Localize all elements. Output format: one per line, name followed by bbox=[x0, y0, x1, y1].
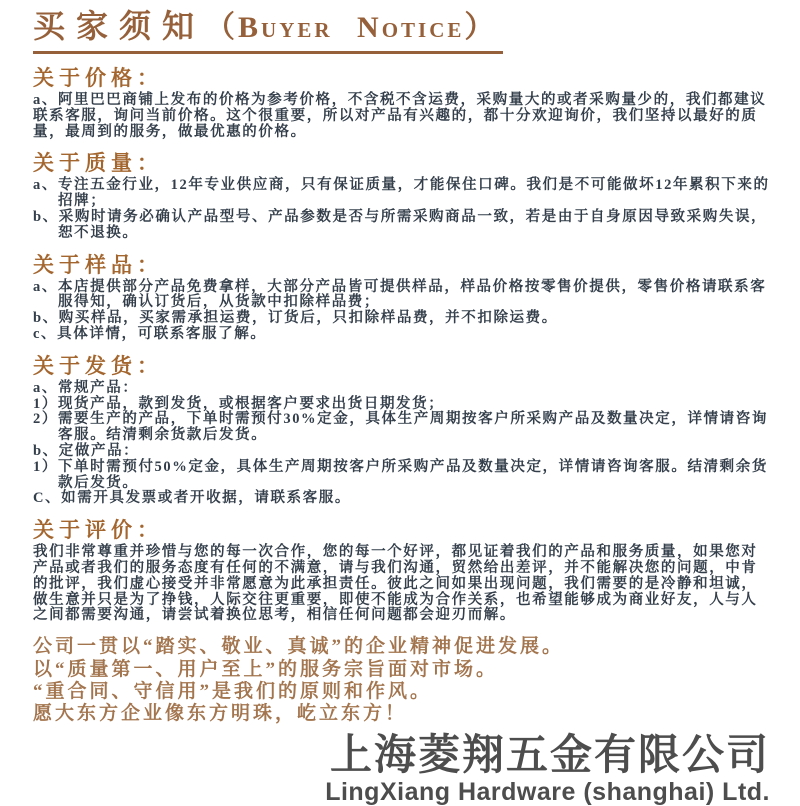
section-item-text: C、如需开具发票或者开收据，请联系客服。 bbox=[33, 490, 351, 507]
section-heading: 关于价格： bbox=[33, 66, 163, 90]
slogan-line: “重合同、守信用”是我们的原则和作风。 bbox=[33, 680, 433, 702]
page-title-english: （Buyer Notice） bbox=[205, 11, 498, 44]
section-item-text: 1）现货产品，款到发货，或根据客户要求出货日期发货； bbox=[33, 395, 445, 412]
company-signature bbox=[33, 732, 770, 806]
section-heading: 关于样品： bbox=[33, 252, 163, 277]
section-item-text: b、采购时请务必确认产品型号、产品参数是否与所需采购商品一致，若是由于自身原因导致采购失误，恕不退换。 bbox=[33, 208, 768, 241]
section-heading: 关于质量： bbox=[33, 151, 163, 176]
section-item-text: b、定做产品： bbox=[33, 442, 140, 459]
page-title bbox=[33, 8, 503, 54]
section-item-text: 我们非常尊重并珍惜与您的每一次合作，您的每一个好评，都见证着我们的产品和服务质量，如果您对产品或者我们的服务态度有任何的不满意，请与我们沟通，贸然给出差评，并不能解决您的问题，中肯的批评，我们虚心接受并非常愿意为此承担责任。彼此之间如果出现问题，我们需要的是冷静和坦诚，做生意并只是为了挣钱，人际交往更重要，即使不能成为合作关系，也希望能够成为商业好友，人与人之间都需要沟通，请尝试着换位思考，相信任何问题都会迎刃而解。 bbox=[33, 544, 758, 624]
section-item-text: b、购买样品，买家需承担运费，订货后，只扣除样品费，并不扣除运费。 bbox=[33, 310, 558, 327]
notice-section bbox=[33, 253, 770, 343]
section-item-text: a、阿里巴巴商铺上发布的价格为参考价格，不含税不含运费，采购量大的或者采购量少的，我们都建议联系客服，询问当前价格。这个很重要，所以对产品有兴趣的，都十分欢迎询价，我们坚持以最好的质量，最周到的服务，做最优惠的价格。 bbox=[33, 92, 767, 140]
company-name-english: LingXiang Hardware (shanghai) Ltd. bbox=[325, 777, 770, 806]
section-heading: 关于发货： bbox=[33, 353, 163, 378]
notice-section bbox=[33, 518, 770, 624]
company-slogans bbox=[33, 636, 770, 726]
slogan-line: 愿大东方企业像东方明珠，屹立东方！ bbox=[33, 703, 408, 725]
section-item-text: c、具体详情，可联系客服了解。 bbox=[33, 325, 267, 342]
notice-section bbox=[33, 151, 770, 241]
slogan-line: 公司一贯以“踏实、敬业、真诚”的企业精神促进发展。 bbox=[33, 636, 565, 658]
company-name-chinese: 上海菱翔五金有限公司 bbox=[329, 730, 770, 778]
section-item-text: a、常规产品： bbox=[33, 379, 139, 396]
section-heading: 关于评价： bbox=[33, 518, 163, 543]
notice-section bbox=[33, 354, 770, 507]
notice-section bbox=[33, 66, 770, 140]
section-item-text: 1）下单时需预付50%定金，具体生产周期按客户所采购产品及数量决定，详情请咨询客服。结清剩余货款后发货。 bbox=[33, 458, 768, 491]
slogan-line: 以“质量第一、用户至上”的服务宗旨面对市场。 bbox=[33, 658, 499, 680]
page-title-chinese: 买家须知 bbox=[33, 8, 206, 44]
section-item-text: a、专注五金行业，12年专业供应商，只有保证质量，才能保住口碑。我们是不可能做坏12年累积下来的招牌； bbox=[33, 177, 770, 210]
section-item-text: a、本店提供部分产品免费拿样，大部分产品皆可提供样品，样品价格按零售价提供，零售价格请联系客服得知，确认订货后，从货款中扣除样品费； bbox=[33, 278, 767, 311]
notice-sections bbox=[33, 66, 770, 624]
section-item-text: 2）需要生产的产品，下单时需预付30%定金，具体生产周期按客户所采购产品及数量决定，详情请咨询客服。结清剩余货款后发货。 bbox=[33, 411, 768, 444]
